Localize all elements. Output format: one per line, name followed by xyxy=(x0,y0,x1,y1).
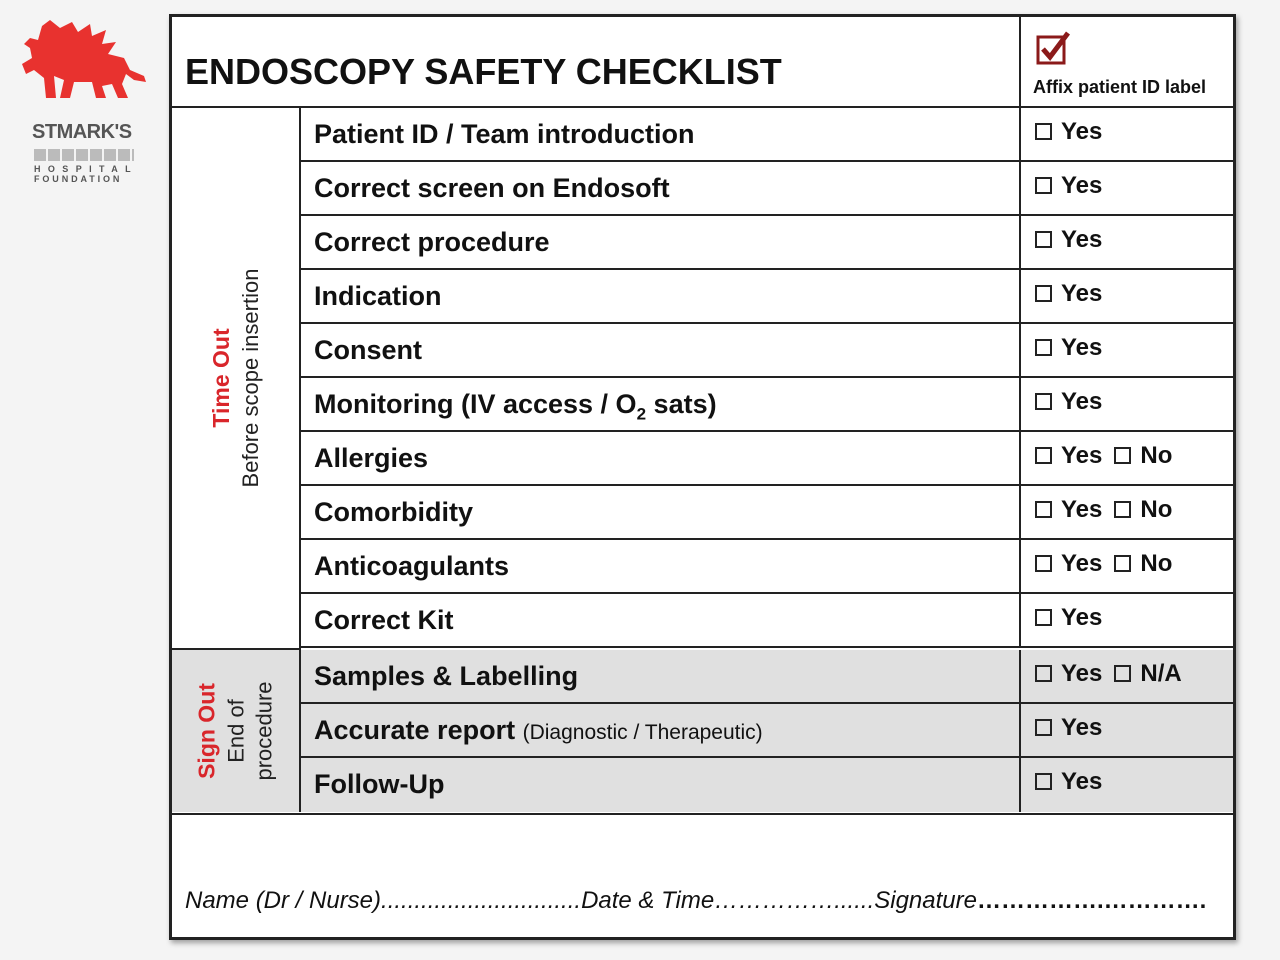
yes-label: Yes xyxy=(1061,604,1103,631)
row-label: Consent xyxy=(314,335,422,365)
time-out-title: Time Out xyxy=(207,328,234,428)
winged-lion-icon xyxy=(20,18,150,100)
time-out-section-label xyxy=(172,108,301,650)
yes-checkbox[interactable] xyxy=(1035,555,1052,572)
logo-subtitle-foundation: FOUNDATION xyxy=(34,174,123,184)
affix-label-text: Affix patient ID label xyxy=(1033,77,1207,97)
yes-label: Yes xyxy=(1061,496,1103,523)
row-label: Anticoagulants xyxy=(314,551,510,581)
checklist-row-correct-procedure xyxy=(301,216,1233,270)
yes-checkbox[interactable] xyxy=(1035,665,1052,682)
checklist-row-patient-id xyxy=(301,108,1233,162)
yes-checkbox[interactable] xyxy=(1035,501,1052,518)
checklist-row-consent xyxy=(301,324,1233,378)
row-label-note: (Diagnostic / Therapeutic) xyxy=(522,721,763,744)
checklist-row-follow-up xyxy=(301,758,1233,812)
checklist-row-samples xyxy=(301,650,1233,704)
row-label: Monitoring (IV access / $O_2$ sats) xyxy=(314,389,717,424)
yes-checkbox[interactable] xyxy=(1035,123,1052,140)
checklist-row-anticoagulants xyxy=(301,540,1233,594)
checklist-form xyxy=(169,14,1236,940)
row-label: Accurate report (Diagnostic / Therapeutic) xyxy=(314,715,763,745)
row-label: Allergies xyxy=(314,443,429,473)
yes-checkbox[interactable] xyxy=(1035,285,1052,302)
yes-label: Yes xyxy=(1061,388,1103,415)
yes-checkbox[interactable] xyxy=(1035,447,1052,464)
name-field-label: Name (Dr / Nurse).............................. xyxy=(185,887,582,914)
answer-cell xyxy=(1019,162,1235,214)
no-label: No xyxy=(1140,496,1173,523)
yes-label: Yes xyxy=(1061,550,1103,577)
signature-dots: …………….…………. xyxy=(976,887,1207,914)
answer-cell xyxy=(1019,758,1235,812)
no-label: No xyxy=(1140,550,1173,577)
yes-checkbox[interactable] xyxy=(1035,719,1052,736)
row-label: Samples & Labelling xyxy=(314,661,579,691)
checklist-row-accurate-report xyxy=(301,704,1233,758)
logo-wordmark: STMARK'S xyxy=(32,121,132,143)
yes-label: Yes xyxy=(1061,172,1103,199)
sign-out-title: Sign Out xyxy=(192,683,219,779)
yes-label: Yes xyxy=(1061,442,1103,469)
answer-cell xyxy=(1019,270,1235,322)
yes-label: Yes xyxy=(1061,660,1103,687)
row-label: Comorbidity xyxy=(314,497,473,527)
signature-line[interactable] xyxy=(185,887,1206,915)
signature-footer xyxy=(172,813,1233,939)
page-title: ENDOSCOPY SAFETY CHECKLIST xyxy=(185,51,782,92)
answer-cell xyxy=(1019,650,1235,702)
row-label: Correct procedure xyxy=(314,227,550,257)
checklist-row-comorbidity xyxy=(301,486,1233,540)
time-out-subtitle: Before scope insertion xyxy=(237,268,263,488)
yes-label: Yes xyxy=(1061,768,1103,795)
yes-checkbox[interactable] xyxy=(1035,609,1052,626)
no-checkbox[interactable] xyxy=(1114,501,1131,518)
answer-cell xyxy=(1019,324,1235,376)
row-label: Follow-Up xyxy=(314,769,445,799)
checklist-row-indication xyxy=(301,270,1233,324)
sign-out-subtitle-line2: procedure xyxy=(251,681,277,781)
signature-field-label: Signature xyxy=(874,887,977,914)
sign-out-section-label xyxy=(172,650,301,812)
date-time-field-label: Date & Time……………...... xyxy=(581,887,875,914)
checklist-row-correct-screen xyxy=(301,162,1233,216)
checklist-row-correct-kit xyxy=(301,594,1233,648)
checked-box-icon xyxy=(1035,31,1071,67)
yes-checkbox[interactable] xyxy=(1035,231,1052,248)
answer-cell xyxy=(1019,486,1235,538)
sign-out-subtitle-line1: End of xyxy=(222,699,248,763)
answer-cell xyxy=(1019,216,1235,268)
no-checkbox[interactable] xyxy=(1114,555,1131,572)
yes-checkbox[interactable] xyxy=(1035,773,1052,790)
no-label: No xyxy=(1140,442,1173,469)
answer-cell xyxy=(1019,108,1235,160)
patient-id-label-area[interactable] xyxy=(1019,17,1235,108)
yes-label: Yes xyxy=(1061,226,1103,253)
answer-cell xyxy=(1019,540,1235,592)
answer-cell xyxy=(1019,432,1235,484)
logo-divider xyxy=(34,149,134,161)
yes-checkbox[interactable] xyxy=(1035,339,1052,356)
answer-cell xyxy=(1019,704,1235,756)
na-checkbox[interactable] xyxy=(1114,665,1131,682)
title-cell xyxy=(172,17,1019,108)
na-label: N/A xyxy=(1140,660,1182,687)
yes-label: Yes xyxy=(1061,118,1103,145)
yes-label: Yes xyxy=(1061,280,1103,307)
row-label: Correct Kit xyxy=(314,605,454,635)
row-label: Indication xyxy=(314,281,442,311)
yes-label: Yes xyxy=(1061,334,1103,361)
checklist-row-allergies xyxy=(301,432,1233,486)
logo-subtitle-hospital: HOSPITAL xyxy=(34,164,139,174)
answer-cell xyxy=(1019,378,1235,430)
no-checkbox[interactable] xyxy=(1114,447,1131,464)
checklist-row-monitoring xyxy=(301,378,1233,432)
yes-checkbox[interactable] xyxy=(1035,393,1052,410)
yes-checkbox[interactable] xyxy=(1035,177,1052,194)
yes-label: Yes xyxy=(1061,714,1103,741)
st-marks-logo xyxy=(14,18,154,184)
row-label: Correct screen on Endosoft xyxy=(314,173,670,203)
row-label: Patient ID / Team introduction xyxy=(314,119,695,149)
answer-cell xyxy=(1019,594,1235,646)
